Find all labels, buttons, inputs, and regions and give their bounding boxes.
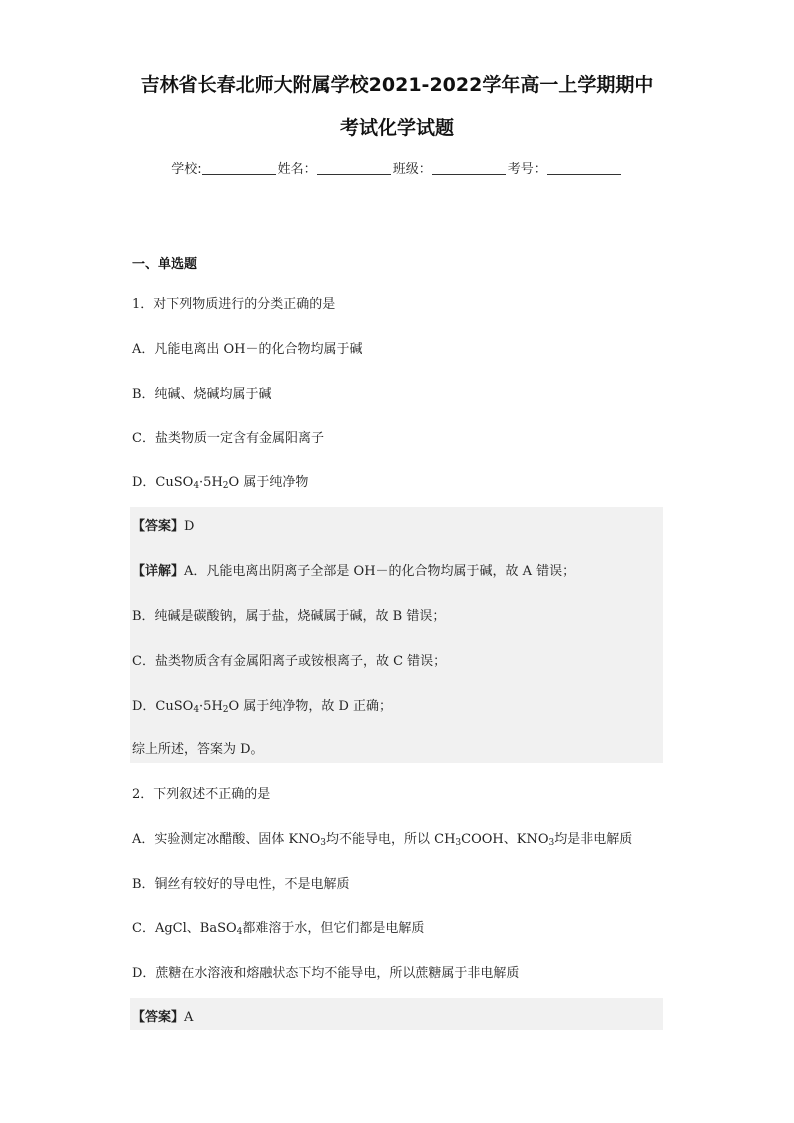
student-info-row: [0, 158, 794, 177]
class-label: 班级：: [392, 162, 432, 177]
school-label: 学校:: [171, 162, 202, 177]
q1-detail-d: D．$CuSO_4\cdot 5H_2O$ 属于纯净物，故 D 正确；: [132, 699, 393, 715]
q2-option-c: C．AgCl、BaSO$_4$都难溶于水，但它们都是电解质: [132, 921, 425, 937]
school-blank: [202, 160, 276, 175]
q1-answer: 【答案】D: [132, 519, 195, 534]
exam-no-blank: [547, 160, 621, 175]
q2-option-d: D．蔗糖在水溶液和熔融状态下均不能导电，所以蔗糖属于非电解质: [132, 966, 520, 981]
q1-detail-b: B．纯碱是碳酸钠，属于盐，烧碱属于碱，故 B 错误；: [132, 609, 446, 624]
page-title-line1: 吉林省长春北师大附属学校2021-2022学年高一上学期期中: [140, 74, 654, 96]
class-blank: [432, 160, 506, 175]
q1-stem: 1．对下列物质进行的分类正确的是: [132, 297, 336, 312]
q1-summary: 综上所述，答案为 D。: [132, 742, 264, 757]
q2-stem: 2．下列叙述不正确的是: [132, 787, 271, 802]
q1-option-b: B．纯碱、烧碱均属于碱: [132, 387, 272, 402]
q1-option-a: A．凡能电离出 OH－的化合物均属于碱: [132, 342, 363, 357]
q2-answer: 【答案】A: [132, 1010, 194, 1025]
name-blank: [317, 160, 391, 175]
exam-no-label: 考号：: [507, 162, 547, 177]
q1-option-c: C．盐类物质一定含有金属阳离子: [132, 431, 324, 446]
q1-option-d: D．$CuSO_4\cdot 5H_2O$ 属于纯净物: [132, 475, 309, 491]
q1-answer-block: [130, 507, 663, 763]
name-label: 姓名：: [277, 162, 317, 177]
page-title-line2: 考试化学试题: [339, 117, 454, 139]
q2-answer-block: [130, 998, 663, 1030]
q2-option-a: A．实验测定冰醋酸、固体 $KNO_3$均不能导电，所以 $CH_3COOH$、$KNO_3$均是非电解质: [132, 832, 633, 848]
section-title: 一、单选题: [132, 257, 198, 272]
q1-detail-c: C．盐类物质含有金属阳离子或铵根离子，故 C 错误；: [132, 654, 447, 669]
q2-option-b: B．铜丝有较好的导电性，不是电解质: [132, 877, 350, 892]
q1-detail-a: 【详解】A．凡能电离出阴离子全部是 OH－的化合物均属于碱，故 A 错误；: [132, 564, 576, 579]
